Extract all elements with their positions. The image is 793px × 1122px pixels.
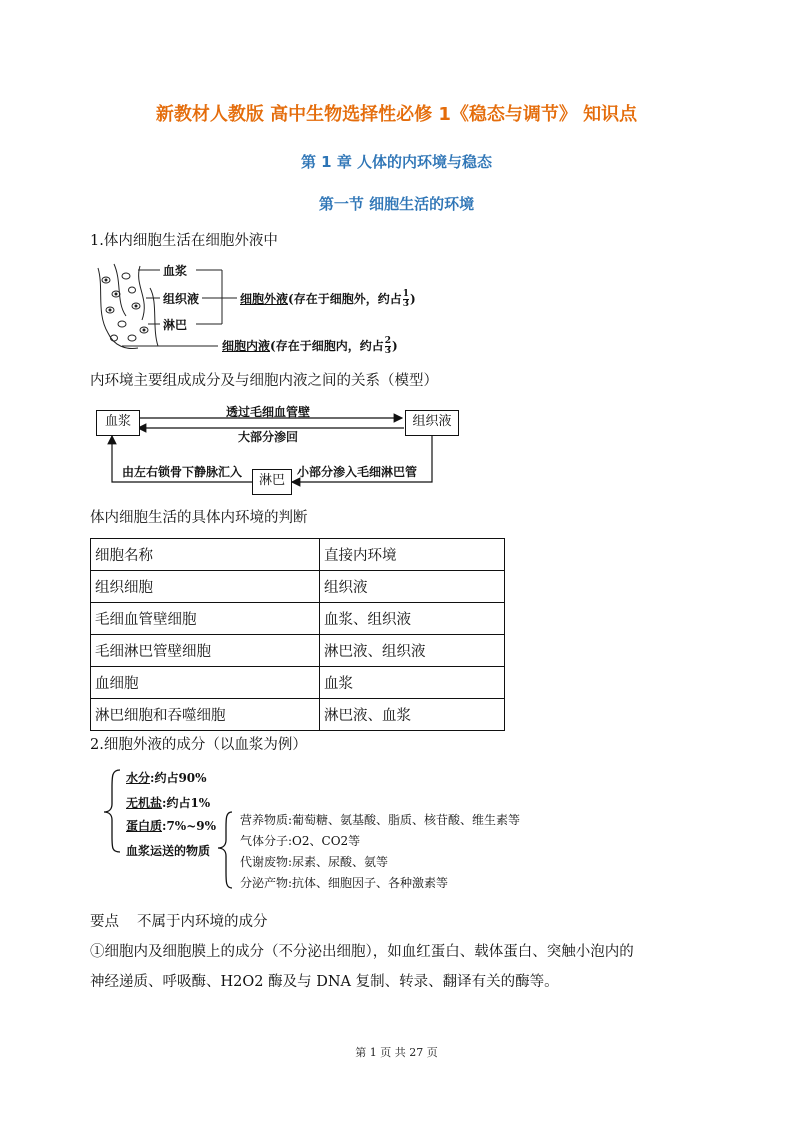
section-heading: 第一节 细胞生活的环境 <box>318 195 475 213</box>
point1-heading: 1.体内细胞生活在细胞外液中 <box>90 233 278 249</box>
point2-heading: 2.细胞外液的成分（以血浆为例） <box>90 737 307 753</box>
figure-label-lymph: 淋巴 <box>163 318 188 332</box>
model-box-plasma: 血浆 <box>96 410 140 436</box>
tissue-sketch-icon <box>98 264 158 348</box>
table-row <box>91 571 505 603</box>
transported-item: 分泌产物:抗体、细胞因子、各种激素等 <box>240 876 449 890</box>
table-row <box>91 699 505 731</box>
table-cell: 毛细血管壁细胞 <box>91 603 320 635</box>
keypoint-heading <box>90 912 268 932</box>
internal-environment-table <box>90 538 505 731</box>
figure-label-plasma: 血浆 <box>163 264 188 278</box>
model-arrow-label-left: 由左右锁骨下静脉汇入 <box>122 465 243 479</box>
table-cell: 淋巴液、血浆 <box>320 699 505 731</box>
keypoint-line-2: 神经递质、呼吸酶、H2O2 酶及与 DNA 复制、转录、翻译有关的酶等。 <box>90 974 559 990</box>
chapter-heading: 第 1 章 人体的内环境与稳态 <box>300 153 493 171</box>
table-row <box>91 667 505 699</box>
table-cell: 淋巴液、组织液 <box>320 635 505 667</box>
model-box-tissue-fluid: 组织液 <box>405 410 459 436</box>
keypoint-line-1: ①细胞内及细胞膜上的成分（不分泌出细胞），如血红蛋白、载体蛋白、突触小泡内的 <box>90 944 634 960</box>
plasma-water: 水分:约占90% <box>126 771 207 785</box>
table-cell: 血浆、组织液 <box>320 603 505 635</box>
model-arrow-label-mid: 大部分渗回 <box>238 430 299 444</box>
transported-item: 代谢废物:尿素、尿酸、氨等 <box>240 855 389 869</box>
page-footer: 第 1 页 共 27 页 <box>355 1046 438 1059</box>
transported-item: 营养物质:葡萄糖、氨基酸、脂质、核苷酸、维生素等 <box>240 813 521 827</box>
table-header-row <box>91 539 505 571</box>
transported-item: 气体分子:O2、CO2等 <box>240 834 361 848</box>
table-cell: 组织细胞 <box>91 571 320 603</box>
table-row <box>91 603 505 635</box>
model-arrow-label-top: 透过毛细血管壁 <box>226 405 311 419</box>
table-cell: 组织液 <box>320 571 505 603</box>
plasma-transported: 血浆运送的物质 <box>126 844 211 858</box>
table-row <box>91 635 505 667</box>
table-cell: 血细胞 <box>91 667 320 699</box>
figure-label-tissue-fluid: 组织液 <box>163 292 200 306</box>
table-header-cell: 直接内环境 <box>320 539 505 571</box>
table-cell: 血浆 <box>320 667 505 699</box>
keypoint-title: 不属于内环境的成分 <box>137 914 268 930</box>
table-header-cell: 细胞名称 <box>91 539 320 571</box>
figure-label-intracellular: 细胞内液(存在于细胞内，约占 $\frac{2}{3}$ ) <box>222 336 398 356</box>
table-heading: 体内细胞生活的具体内环境的判断 <box>90 510 308 526</box>
plasma-salts: 无机盐:约占1% <box>126 796 211 810</box>
figure-label-extracellular: 细胞外液(存在于细胞外，约占 $\frac{1}{3}$ ) <box>240 289 416 309</box>
keypoint-label: 要点 <box>90 914 119 930</box>
table-cell: 淋巴细胞和吞噬细胞 <box>91 699 320 731</box>
table-cell: 毛细淋巴管壁细胞 <box>91 635 320 667</box>
model-box-lymph: 淋巴 <box>252 469 292 495</box>
model-arrow-label-right: 小部分渗入毛细淋巴管 <box>297 465 418 479</box>
plasma-protein: 蛋白质:7%~9% <box>126 819 217 833</box>
model-heading: 内环境主要组成成分及与细胞内液之间的关系（模型） <box>90 373 438 389</box>
document-title: 新教材人教版 高中生物选择性必修 1《稳态与调节》 知识点 <box>155 104 638 125</box>
